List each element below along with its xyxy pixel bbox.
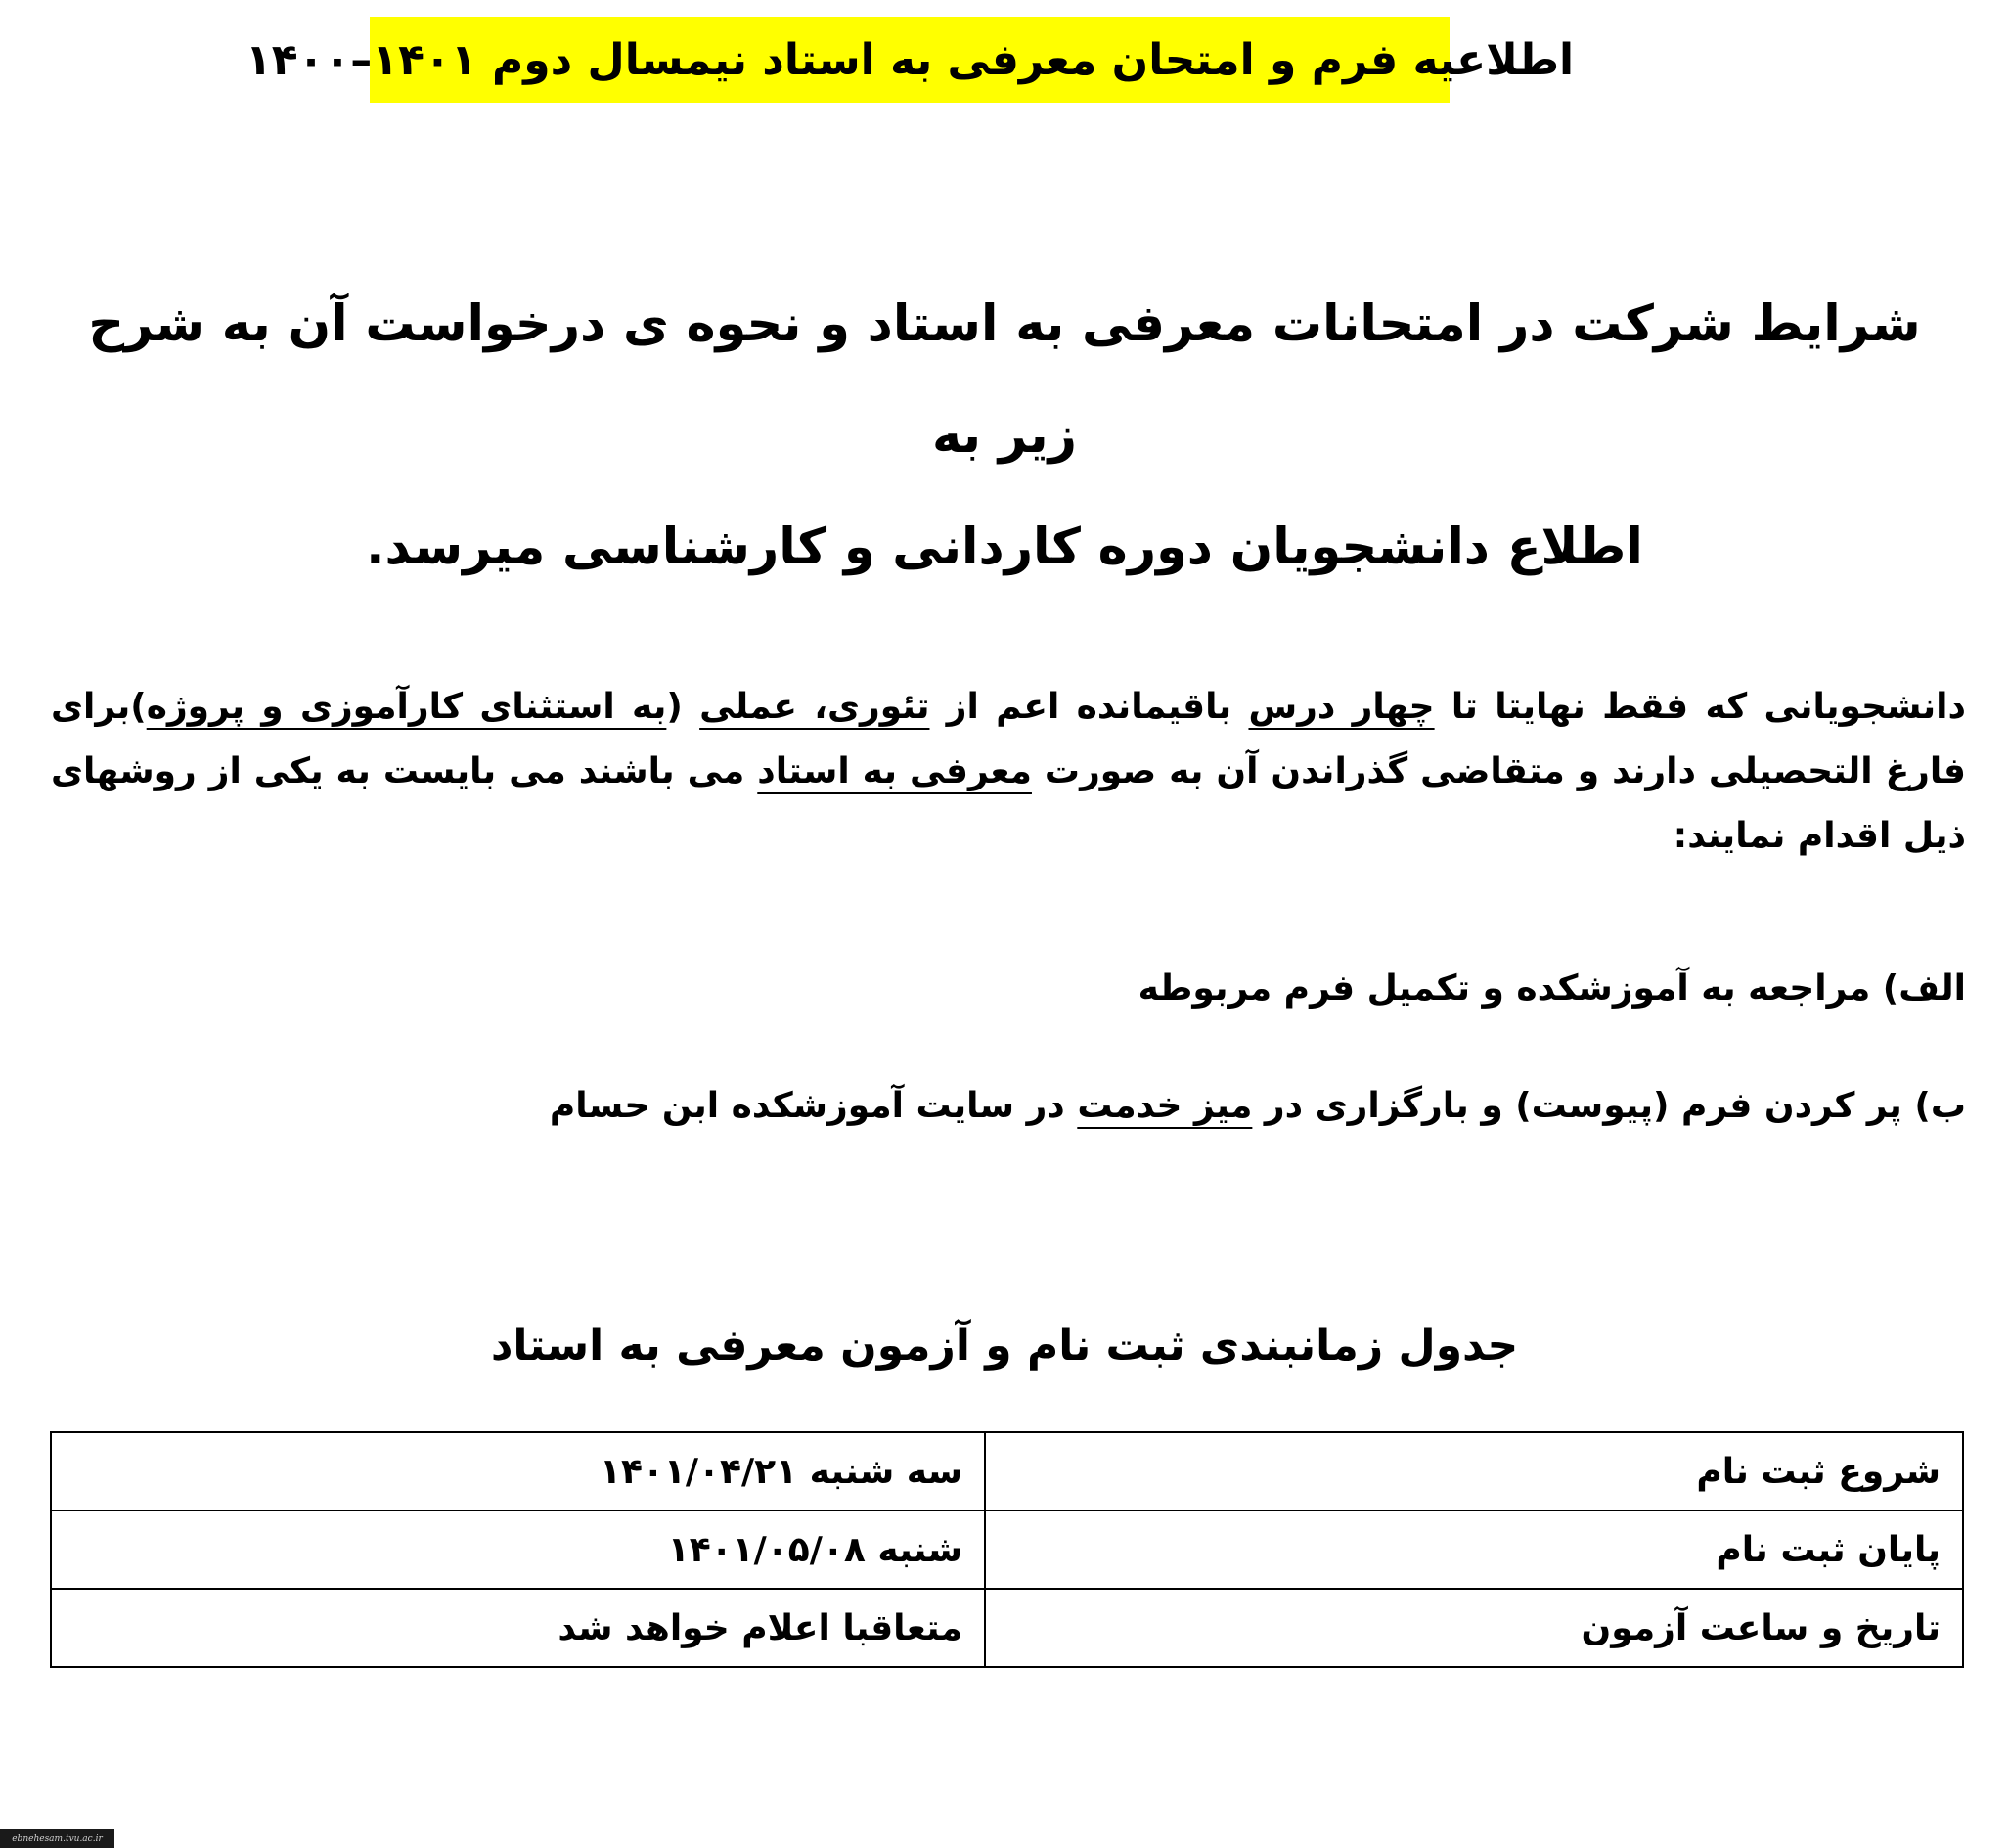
table-row [51, 1589, 1963, 1667]
paragraph-text: باقیمانده اعم از [929, 687, 1249, 727]
paragraph-text: دانشجویانی که فقط نهایتا تا [1434, 687, 1966, 727]
intro-line-1: شرایط شرکت در امتحانات معرفی به استاد و نحوه ی درخواست آن به شرح زیر به [88, 295, 1921, 465]
intro-line-2: اطلاع دانشجویان دوره کاردانی و کارشناسی میرسد. [366, 518, 1643, 576]
row-value: سه شنبه ۱۴۰۱/۰۴/۲۱ [51, 1432, 985, 1510]
row-value: شنبه ۱۴۰۱/۰۵/۰۸ [51, 1510, 985, 1589]
schedule-title: جدول زمانبندی ثبت نام و آزمون معرفی به استاد [490, 1321, 1519, 1371]
method-b-text: ب) پر کردن فرم (پیوست) و بارگزاری در [1252, 1086, 1966, 1126]
method-a: الف) مراجعه به آموزشکده و تکمیل فرم مربوطه [1138, 969, 1966, 1009]
method-b [550, 1086, 1966, 1126]
site-watermark: ebnehesam.tvu.ac.ir [0, 1829, 114, 1848]
row-label: شروع ثبت نام [985, 1432, 1963, 1510]
underlined-intro-to-professor: معرفی به استاد [757, 751, 1032, 791]
method-b-text: در سایت آموزشکده ابن حسام [549, 1086, 1078, 1126]
service-desk-link: میز خدمت [1077, 1086, 1253, 1126]
underlined-exception: به استثنای کارآموزی و پروژه [146, 687, 667, 727]
row-label: پایان ثبت نام [985, 1510, 1963, 1589]
paragraph-text: می باشند می بایست به یکی از روشهای ذیل اقدام نمایند: [51, 751, 1966, 856]
table-row [51, 1432, 1963, 1510]
paragraph-text: )برای فارغ التحصیلی دارند و متقاضی گذراندن آن به صورت [51, 687, 1966, 791]
announcement-title: اطلاعیه فرم و امتحان معرفی به استاد نیمسال دوم ۱۴۰۱–۱۴۰۰ [370, 17, 1450, 103]
conditions-paragraph [51, 675, 1966, 869]
paragraph-text: ( [666, 687, 700, 727]
intro-heading [88, 269, 1921, 604]
underlined-theory-practical: تئوری، عملی [699, 687, 930, 727]
row-label: تاریخ و ساعت آزمون [985, 1589, 1963, 1667]
row-value: متعاقبا اعلام خواهد شد [51, 1589, 985, 1667]
underlined-four-courses: چهار درس [1248, 687, 1435, 727]
table-row [51, 1510, 1963, 1589]
schedule-table [50, 1431, 1964, 1668]
